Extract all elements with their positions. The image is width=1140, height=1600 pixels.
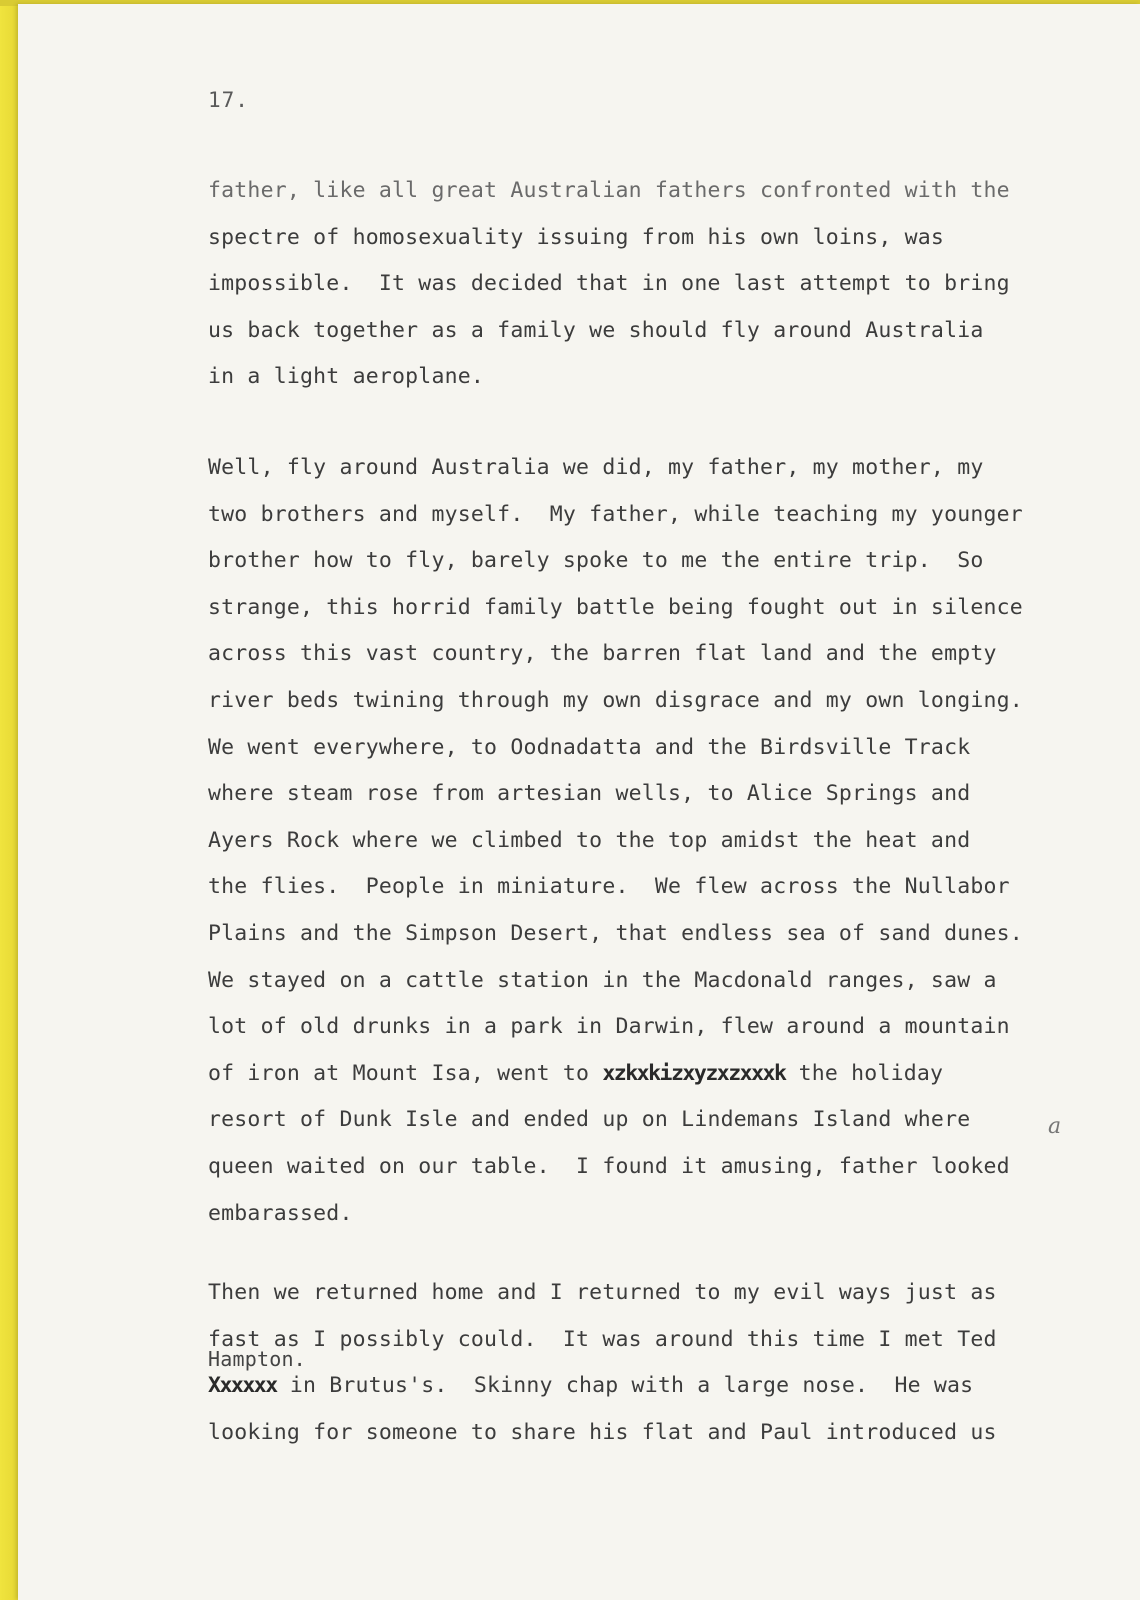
text-line: looking for someone to share his flat and Paul introduced us xyxy=(208,1419,997,1445)
text-line: We stayed on a cattle station in the Macdonald ranges, saw a xyxy=(208,967,997,993)
text-line: fast as I possibly could. It was around this time I met Ted xyxy=(208,1326,997,1352)
typed-page xyxy=(18,4,1140,1600)
text-line: Well, fly around Australia we did, my father, my mother, my xyxy=(208,455,984,480)
text-line-with-strikeout xyxy=(208,1051,1088,1098)
text-line: in a light aeroplane. xyxy=(208,364,485,390)
line-text-after: in Brutus's. Skinny chap with a large nose. He was xyxy=(276,1373,974,1399)
overtype-correction: Hampton. xyxy=(208,1347,306,1372)
paragraph-1 xyxy=(208,168,1088,401)
text-line-with-overtype xyxy=(208,1347,1088,1410)
paragraph-2 xyxy=(208,445,1088,1237)
text-line: We went everywhere, to Oodnadatta and the Birdsville Track xyxy=(208,734,971,760)
text-line: brother how to fly, barely spoke to me the entire trip. So xyxy=(208,548,984,574)
line-text-before: of iron at Mount Isa, went to xyxy=(208,1060,603,1086)
text-line: the flies. People in miniature. We flew across the Nullabor xyxy=(208,874,1010,900)
text-line: embarassed. xyxy=(208,1200,353,1226)
text-line: spectre of homosexuality issuing from his own loins, was xyxy=(208,224,945,250)
text-line: strange, this horrid family battle being fought out in silence xyxy=(208,594,1023,620)
text-line: Plains and the Simpson Desert, that endless sea of sand dunes. xyxy=(208,920,1023,946)
paragraph-3 xyxy=(208,1270,1088,1456)
text-line: resort of Dunk Isle and ended up on Lindemans Island where xyxy=(208,1107,971,1133)
text-line: lot of old drunks in a park in Darwin, flew around a mountain xyxy=(208,1014,1010,1040)
text-line: two brothers and myself. My father, while teaching my younger xyxy=(208,501,1023,527)
typed-over-text: Xxxxxx xyxy=(208,1373,277,1399)
text-line: impossible. It was decided that in one last attempt to bring xyxy=(208,271,1010,297)
overtyped-word xyxy=(208,1347,306,1410)
text-line: queen waited on our table. I found it amusing, father looked xyxy=(208,1153,1010,1179)
typed-over-text: xzkxkizxyzxzxxxk xyxy=(602,1060,786,1086)
text-line: river beds twining through my own disgrace and my own longing. xyxy=(208,687,1023,713)
text-line: Ayers Rock where we climbed to the top amidst the heat and xyxy=(208,827,971,853)
page-number: 17. xyxy=(208,88,249,112)
text-line: us back together as a family we should fly around Australia xyxy=(208,317,984,343)
handwritten-annotation: a xyxy=(1048,1114,1062,1139)
text-line: across this vast country, the barren flat land and the empty xyxy=(208,641,997,667)
text-line: Then we returned home and I returned to my evil ways just as xyxy=(208,1280,997,1305)
text-line: where steam rose from artesian wells, to Alice Springs and xyxy=(208,781,971,807)
text-line: father, like all great Australian fathers confronted with the xyxy=(208,178,1010,203)
line-text-after: the holiday xyxy=(785,1060,944,1086)
